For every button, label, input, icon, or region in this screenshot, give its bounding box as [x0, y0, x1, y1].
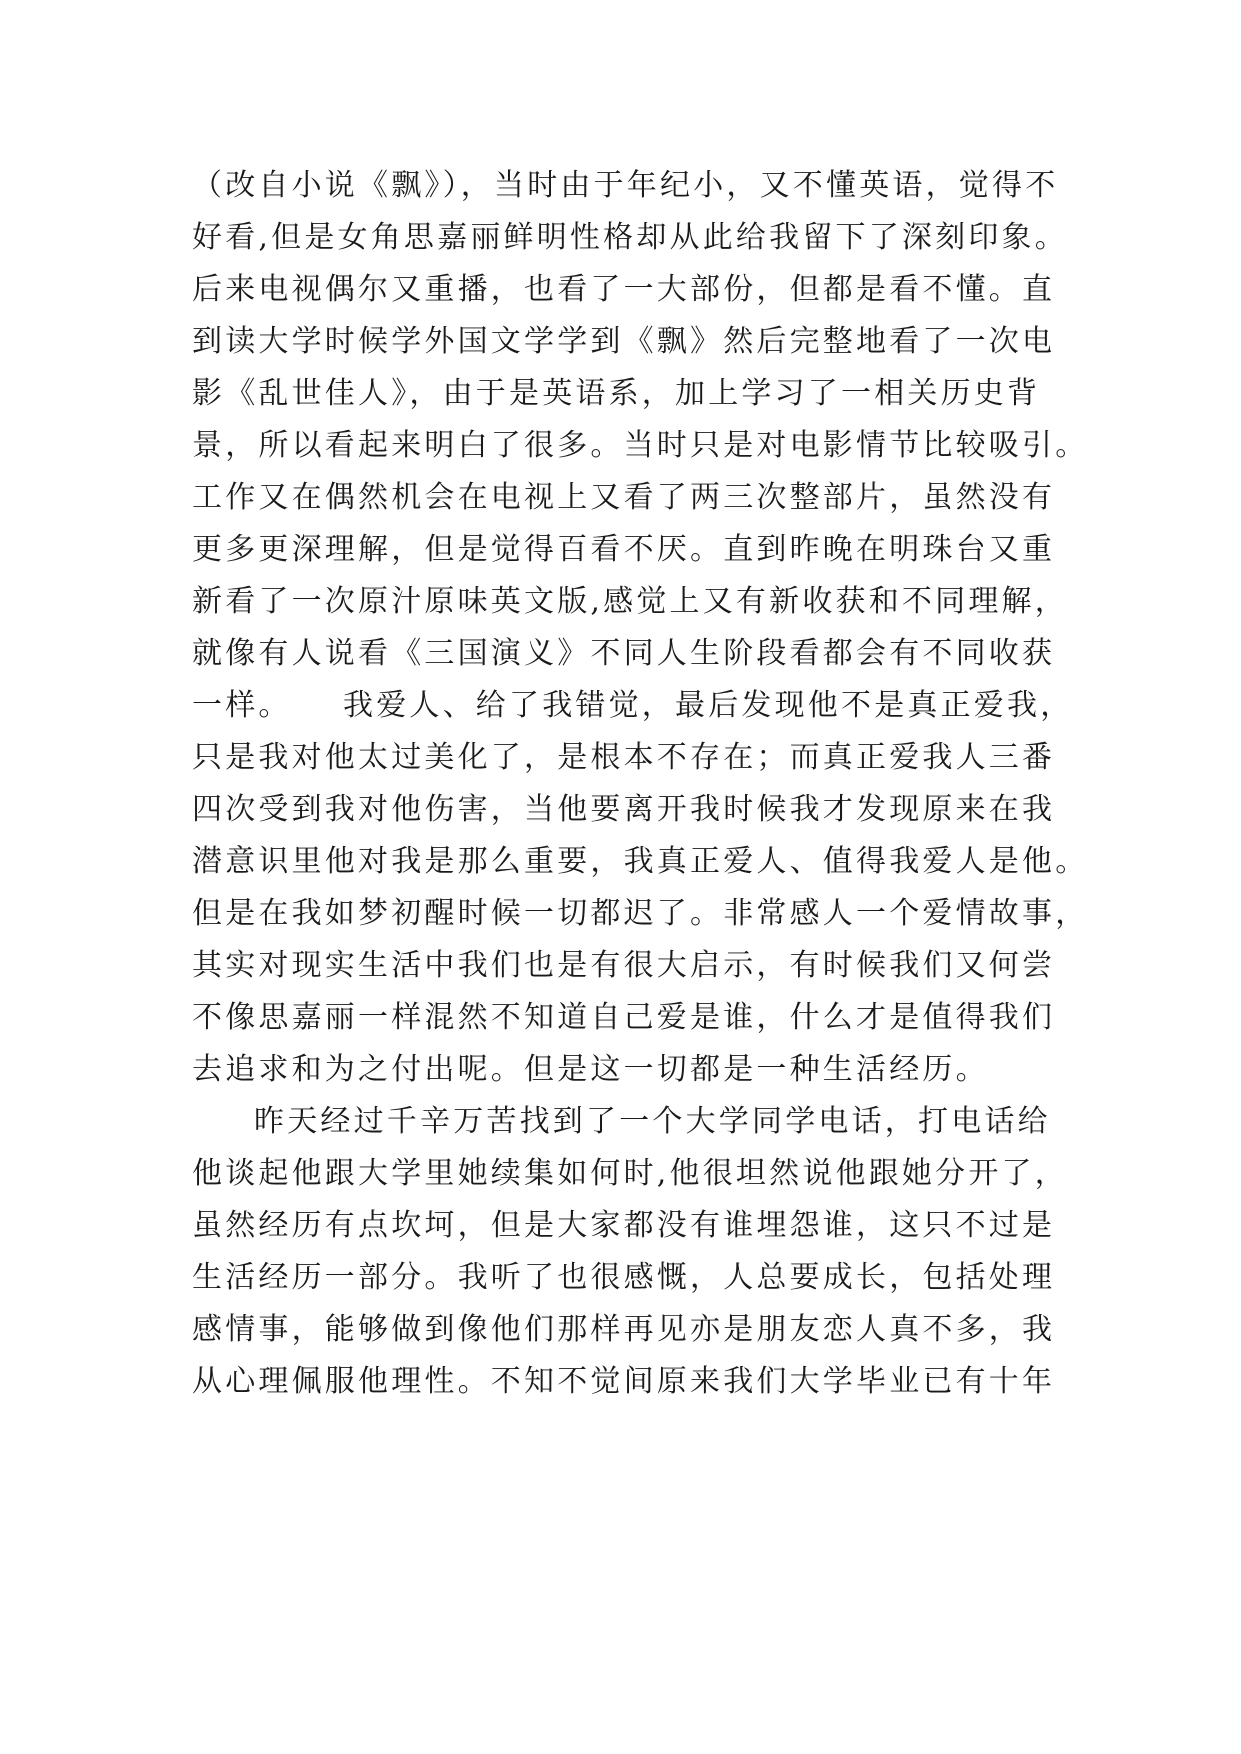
text-line: 其实对现实生活中我们也是有很大启示，有时候我们又何尝 [192, 948, 1056, 983]
text-line: （改自小说《飘》），当时由于年纪小，又不懂英语，觉得不 [192, 168, 1059, 203]
text-line: 好看,但是女角思嘉丽鲜明性格却从此给我留下了深刻印象。 [192, 220, 1068, 255]
text-line: 就像有人说看《三国演义》不同人生阶段看都会有不同收获 [192, 636, 1056, 671]
text-line: 感情事，能够做到像他们那样再见亦是朋友恋人真不多，我 [192, 1312, 1056, 1347]
text-line: 只是我对他太过美化了，是根本不存在；而真正爱我人三番 [192, 740, 1056, 775]
text-line: 新看了一次原汁原味英文版,感觉上又有新收获和不同理解， [192, 584, 1068, 619]
text-line: 虽然经历有点坎坷，但是大家都没有谁埋怨谁，这只不过是 [192, 1208, 1056, 1243]
text-line: 从心理佩服他理性。不知不觉间原来我们大学毕业已有十年 [192, 1364, 1056, 1399]
text-line: 景，所以看起来明白了很多。当时只是对电影情节比较吸引。 [192, 428, 1089, 463]
text-line: 影《乱世佳人》，由于是英语系，加上学习了一相关历史背 [192, 376, 1041, 411]
text-line: 生活经历一部分。我听了也很感慨，人总要成长，包括处理 [192, 1260, 1056, 1295]
text-line: 他谈起他跟大学里她续集如何时,他很坦然说他跟她分开了， [192, 1156, 1068, 1191]
document-body [192, 160, 1089, 1408]
text-line: 潜意识里他对我是那么重要，我真正爱人、值得我爱人是他。 [192, 844, 1089, 879]
text-line: 到读大学时候学外国文学学到《飘》然后完整地看了一次电 [192, 324, 1056, 359]
paragraph-first-line: 昨天经过千辛万苦找到了一个大学同学电话，打电话给 [254, 1104, 1051, 1139]
text-line: 更多更深理解，但是觉得百看不厌。直到昨晚在明珠台又重 [192, 532, 1056, 567]
text-line: 后来电视偶尔又重播，也看了一大部份，但都是看不懂。直 [192, 272, 1056, 307]
text-line: 去追求和为之付出呢。但是这一切都是一种生活经历。 [192, 1052, 989, 1087]
text-line: 一样。 我爱人、给了我错觉，最后发现他不是真正爱我， [192, 688, 1074, 723]
text-line: 四次受到我对他伤害，当他要离开我时候我才发现原来在我 [192, 792, 1056, 827]
text-line: 但是在我如梦初醒时候一切都迟了。非常感人一个爱情故事， [192, 896, 1089, 931]
text-line: 不像思嘉丽一样混然不知道自己爱是谁，什么才是值得我们 [192, 1000, 1056, 1035]
text-line: 工作又在偶然机会在电视上又看了两三次整部片，虽然没有 [192, 480, 1056, 515]
